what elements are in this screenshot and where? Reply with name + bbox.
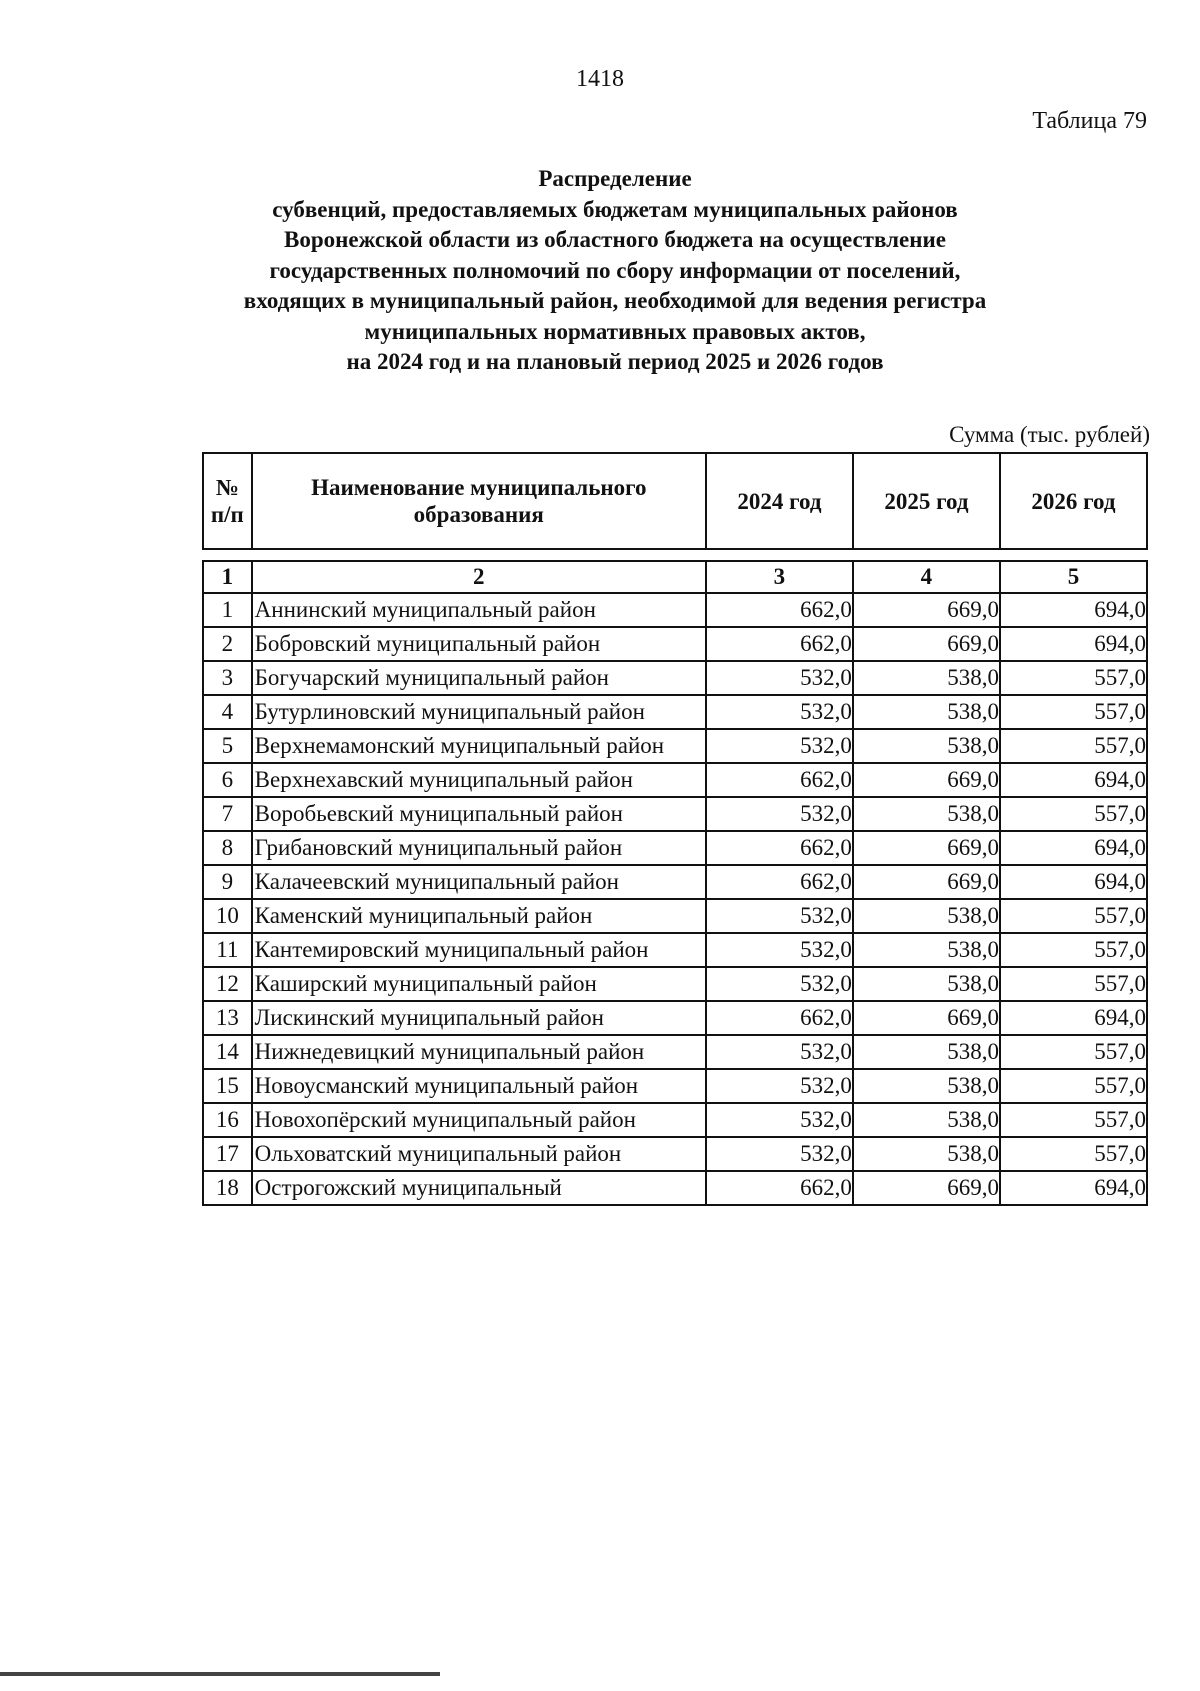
row-value-2024: 662,0 <box>706 593 853 627</box>
row-index: 9 <box>203 865 252 899</box>
header-name: Наименование муниципального образования <box>252 453 706 549</box>
row-name: Грибановский муниципальный район <box>252 831 706 865</box>
row-value-2024: 662,0 <box>706 831 853 865</box>
row-index: 17 <box>203 1137 252 1171</box>
row-value-2024: 662,0 <box>706 865 853 899</box>
title-line: Воронежской области из областного бюджета на осуществление <box>284 227 946 252</box>
table-label: Таблица 79 <box>1032 108 1147 134</box>
footer-divider <box>0 1672 440 1676</box>
row-index: 11 <box>203 933 252 967</box>
row-value-2024: 662,0 <box>706 1001 853 1035</box>
table-row <box>203 899 1147 933</box>
row-value-2026: 557,0 <box>1000 797 1147 831</box>
row-value-2026: 694,0 <box>1000 763 1147 797</box>
table-row <box>203 627 1147 661</box>
row-index: 6 <box>203 763 252 797</box>
row-value-2026: 557,0 <box>1000 1103 1147 1137</box>
table-row <box>203 1035 1147 1069</box>
row-value-2025: 669,0 <box>853 1171 1000 1205</box>
row-name: Кантемировский муниципальный район <box>252 933 706 967</box>
row-index: 13 <box>203 1001 252 1035</box>
table-header <box>202 452 1148 550</box>
row-value-2026: 557,0 <box>1000 899 1147 933</box>
header-2025: 2025 год <box>853 453 1000 549</box>
title-line: субвенций, предоставляемых бюджетам муниципальных районов <box>272 196 958 222</box>
row-value-2026: 557,0 <box>1000 729 1147 763</box>
row-value-2025: 538,0 <box>853 1103 1000 1137</box>
row-index: 14 <box>203 1035 252 1069</box>
units-label: Сумма (тыс. рублей) <box>949 422 1150 447</box>
row-index: 8 <box>203 831 252 865</box>
title-line: муниципальных нормативных правовых актов, <box>364 318 866 344</box>
row-value-2025: 538,0 <box>853 933 1000 967</box>
table-row <box>203 593 1147 627</box>
row-index: 4 <box>203 695 252 729</box>
table-row <box>203 661 1147 695</box>
row-value-2025: 538,0 <box>853 729 1000 763</box>
header-2024: 2024 год <box>706 453 853 549</box>
row-name: Аннинский муниципальный район <box>252 593 706 627</box>
header-row <box>203 453 1147 549</box>
row-index: 5 <box>203 729 252 763</box>
row-value-2024: 532,0 <box>706 695 853 729</box>
row-name: Нижнедевицкий муниципальный район <box>252 1035 706 1069</box>
row-index: 3 <box>203 661 252 695</box>
row-index: 1 <box>203 593 252 627</box>
row-value-2025: 538,0 <box>853 797 1000 831</box>
table-row <box>203 1069 1147 1103</box>
row-index: 16 <box>203 1103 252 1137</box>
row-value-2025: 538,0 <box>853 899 1000 933</box>
row-name: Калачеевский муниципальный район <box>252 865 706 899</box>
header-2026: 2026 год <box>1000 453 1147 549</box>
table-row <box>203 695 1147 729</box>
row-value-2024: 532,0 <box>706 797 853 831</box>
row-value-2026: 557,0 <box>1000 661 1147 695</box>
header-index: № п/п <box>203 453 252 549</box>
row-value-2025: 538,0 <box>853 1069 1000 1103</box>
table-row <box>203 729 1147 763</box>
row-value-2024: 532,0 <box>706 933 853 967</box>
row-name: Острогожский муниципальный <box>252 1171 706 1205</box>
column-number: 5 <box>1000 561 1147 593</box>
row-name: Каширский муниципальный район <box>252 967 706 1001</box>
title-line: Распределение <box>538 166 692 191</box>
row-value-2025: 669,0 <box>853 1001 1000 1035</box>
row-value-2025: 669,0 <box>853 593 1000 627</box>
row-value-2024: 532,0 <box>706 899 853 933</box>
row-index: 12 <box>203 967 252 1001</box>
row-value-2026: 557,0 <box>1000 967 1147 1001</box>
table-row <box>203 797 1147 831</box>
row-value-2024: 532,0 <box>706 1069 853 1103</box>
column-number: 1 <box>203 561 252 593</box>
row-index: 2 <box>203 627 252 661</box>
row-value-2025: 538,0 <box>853 1035 1000 1069</box>
row-value-2025: 669,0 <box>853 831 1000 865</box>
row-value-2024: 662,0 <box>706 627 853 661</box>
row-name: Ольховатский муниципальный район <box>252 1137 706 1171</box>
row-value-2026: 694,0 <box>1000 593 1147 627</box>
title-line: на 2024 год и на плановый период 2025 и 2026 годов <box>346 349 884 374</box>
row-value-2024: 662,0 <box>706 1171 853 1205</box>
row-value-2024: 532,0 <box>706 967 853 1001</box>
row-value-2025: 538,0 <box>853 695 1000 729</box>
table-row <box>203 1103 1147 1137</box>
row-value-2026: 694,0 <box>1000 627 1147 661</box>
row-name: Бутурлиновский муниципальный район <box>252 695 706 729</box>
row-name: Новохопёрский муниципальный район <box>252 1103 706 1137</box>
data-table <box>202 560 1148 1206</box>
row-value-2025: 669,0 <box>853 627 1000 661</box>
table-row <box>203 1171 1147 1205</box>
row-value-2026: 557,0 <box>1000 1137 1147 1171</box>
row-value-2024: 662,0 <box>706 763 853 797</box>
table-row <box>203 763 1147 797</box>
row-index: 15 <box>203 1069 252 1103</box>
table-row <box>203 1001 1147 1035</box>
row-value-2026: 557,0 <box>1000 695 1147 729</box>
table-row <box>203 967 1147 1001</box>
row-value-2026: 694,0 <box>1000 831 1147 865</box>
row-name: Воробьевский муниципальный район <box>252 797 706 831</box>
column-numbering-row <box>203 561 1147 593</box>
row-value-2025: 669,0 <box>853 763 1000 797</box>
row-value-2025: 538,0 <box>853 967 1000 1001</box>
title-line: государственных полномочий по сбору информации от поселений, <box>269 257 961 283</box>
column-number: 2 <box>252 561 706 593</box>
row-value-2024: 532,0 <box>706 1035 853 1069</box>
row-name: Верхнехавский муниципальный район <box>252 763 706 797</box>
row-name: Богучарский муниципальный район <box>252 661 706 695</box>
table-row <box>203 933 1147 967</box>
column-number: 4 <box>853 561 1000 593</box>
row-value-2026: 557,0 <box>1000 1069 1147 1103</box>
row-name: Каменский муниципальный район <box>252 899 706 933</box>
row-name: Новоусманский муниципальный район <box>252 1069 706 1103</box>
row-name: Лискинский муниципальный район <box>252 1001 706 1035</box>
column-number: 3 <box>706 561 853 593</box>
row-value-2024: 532,0 <box>706 1137 853 1171</box>
row-index: 18 <box>203 1171 252 1205</box>
title-line: входящих в муниципальный район, необходимой для ведения регистра <box>243 288 987 313</box>
table-row <box>203 865 1147 899</box>
row-value-2024: 532,0 <box>706 729 853 763</box>
row-value-2025: 538,0 <box>853 1137 1000 1171</box>
row-value-2024: 532,0 <box>706 1103 853 1137</box>
row-value-2025: 538,0 <box>853 661 1000 695</box>
row-value-2025: 669,0 <box>853 865 1000 899</box>
row-value-2026: 557,0 <box>1000 933 1147 967</box>
row-value-2026: 694,0 <box>1000 1001 1147 1035</box>
table-row <box>203 831 1147 865</box>
row-value-2024: 532,0 <box>706 661 853 695</box>
document-title <box>150 164 1080 378</box>
row-value-2026: 694,0 <box>1000 865 1147 899</box>
table-row <box>203 1137 1147 1171</box>
row-index: 7 <box>203 797 252 831</box>
page-number: 1418 <box>576 66 624 92</box>
row-name: Верхнемамонский муниципальный район <box>252 729 706 763</box>
row-name: Бобровский муниципальный район <box>252 627 706 661</box>
row-value-2026: 557,0 <box>1000 1035 1147 1069</box>
row-index: 10 <box>203 899 252 933</box>
row-value-2026: 694,0 <box>1000 1171 1147 1205</box>
